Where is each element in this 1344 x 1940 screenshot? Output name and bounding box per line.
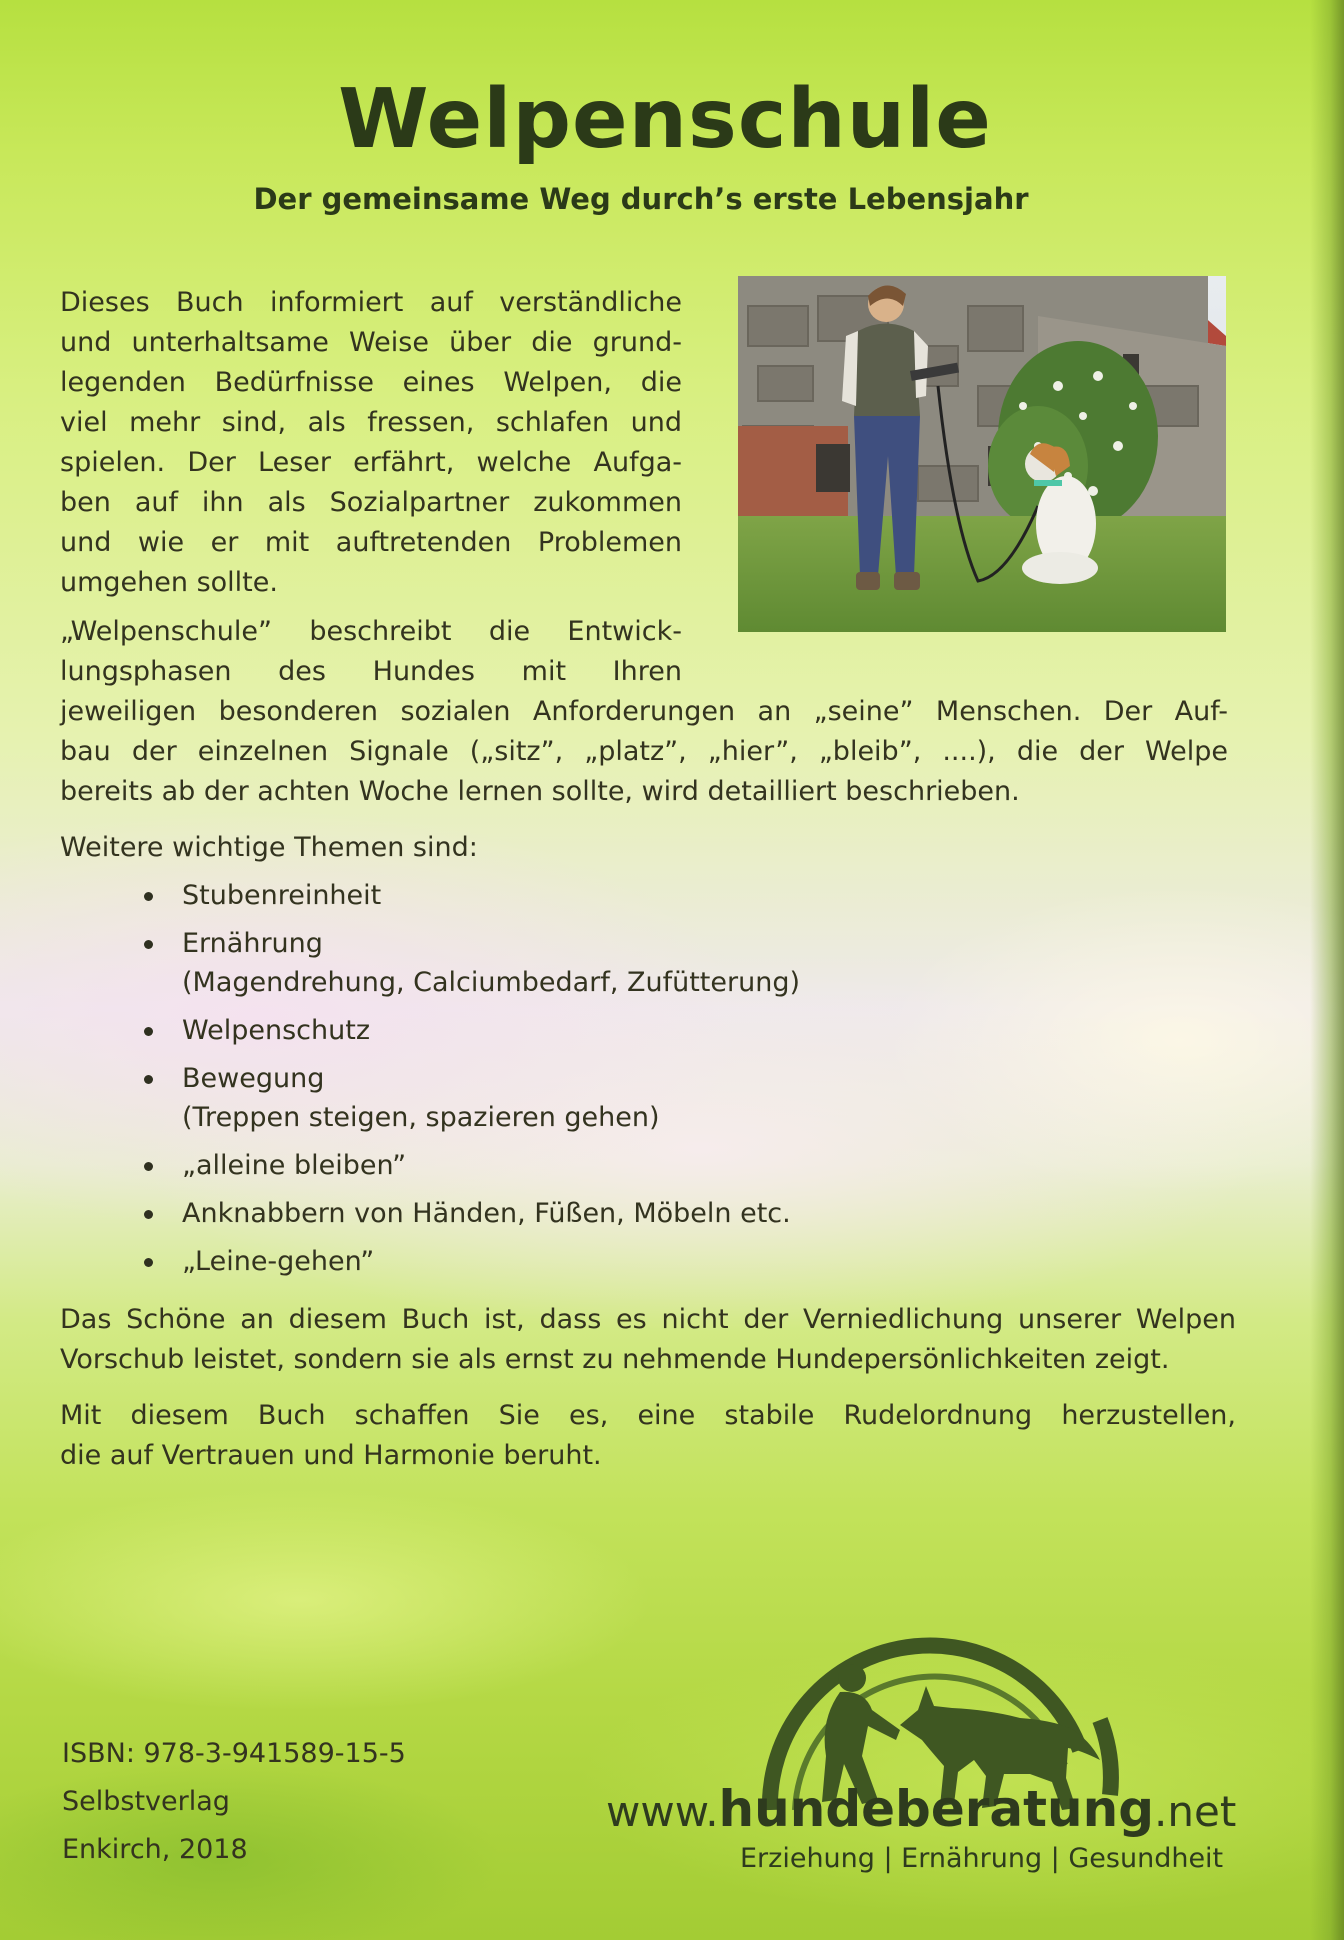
cover-photo-woman-with-puppy: [738, 276, 1226, 632]
intro-paragraph: [60, 283, 682, 603]
bullet-icon: [144, 1210, 153, 1219]
book-title: Welpenschule: [338, 72, 992, 167]
text-line: lungsphasen des Hundes mit Ihren: [60, 656, 682, 687]
text-line: legenden Bedürfnisse eines Welpen, die: [60, 367, 682, 398]
book-subtitle: Der gemeinsame Weg durch’s erste Lebensjahr: [253, 182, 1029, 216]
list-item: „Leine-gehen”: [140, 1242, 800, 1281]
list-item: Bewegung (Treppen steigen, spazieren gehen): [140, 1059, 800, 1137]
text-line: bereits ab der achten Woche lernen sollte, wird detailliert beschrieben.: [60, 776, 1020, 807]
text-line: Das Schöne an diesem Buch ist, dass es nicht der Verniedlichung unserer Welpen: [60, 1304, 1236, 1335]
topics-intro: Weitere wichtige Themen sind:: [60, 832, 478, 863]
bullet-icon: [144, 1162, 153, 1171]
text-line: ben auf ihn als Sozialpartner zukommen: [60, 487, 682, 518]
bullet-icon: [144, 1075, 153, 1084]
text-line: „Welpenschule” beschreibt die Entwick-: [60, 616, 682, 647]
logo-tagline: Erziehung | Ernährung | Gesundheit: [740, 1843, 1224, 1874]
list-item: Anknabbern von Händen, Füßen, Möbeln etc.: [140, 1194, 800, 1233]
text-line: die auf Vertrauen und Harmonie beruht.: [60, 1440, 602, 1471]
description-paragraph-narrow: [60, 612, 682, 692]
bullet-icon: [144, 940, 153, 949]
text-line: Dieses Buch informiert auf verständliche: [60, 287, 682, 318]
book-spine-edge: [1310, 0, 1344, 1940]
list-item: Welpenschutz: [140, 1011, 800, 1050]
list-item: Ernährung (Magendrehung, Calciumbedarf, Zufütterung): [140, 924, 800, 1002]
closing-paragraph-1: [60, 1300, 1236, 1380]
text-line: viel mehr sind, als fressen, schlafen und: [60, 407, 682, 438]
text-line: und wie er mit auftretenden Problemen: [60, 527, 682, 558]
text-line: umgehen sollte.: [60, 567, 278, 598]
bullet-icon: [144, 1027, 153, 1036]
topics-list: [140, 876, 800, 1290]
text-line: Mit diesem Buch schaffen Sie es, eine stabile Rudelordnung herzustellen,: [60, 1400, 1236, 1431]
bullet-icon: [144, 892, 153, 901]
text-line: jeweiligen besonderen sozialen Anforderungen an „seine” Menschen. Der Auf-: [60, 696, 1228, 727]
description-paragraph-wide: [60, 692, 1228, 812]
place-year: Enkirch, 2018: [62, 1834, 248, 1865]
closing-paragraph-2: [60, 1396, 1236, 1476]
text-line: bau der einzelnen Signale („sitz”, „platz”, „hier”, „bleib”, ....), die der Welpe: [60, 736, 1228, 767]
publisher: Selbstverlag: [62, 1786, 230, 1817]
list-item: „alleine bleiben”: [140, 1146, 800, 1185]
list-item: Stubenreinheit: [140, 876, 800, 915]
bullet-icon: [144, 1258, 153, 1267]
text-line: und unterhaltsame Weise über die grund-: [60, 327, 682, 358]
text-line: spielen. Der Leser erfährt, welche Aufga-: [60, 447, 682, 478]
isbn: ISBN: 978-3-941589-15-5: [62, 1738, 406, 1769]
text-line: Vorschub leistet, sondern sie als ernst zu nehmende Hundepersönlichkeiten zeigt.: [60, 1344, 1170, 1375]
logo-url: www.hundeberatung.net: [606, 1780, 1237, 1838]
